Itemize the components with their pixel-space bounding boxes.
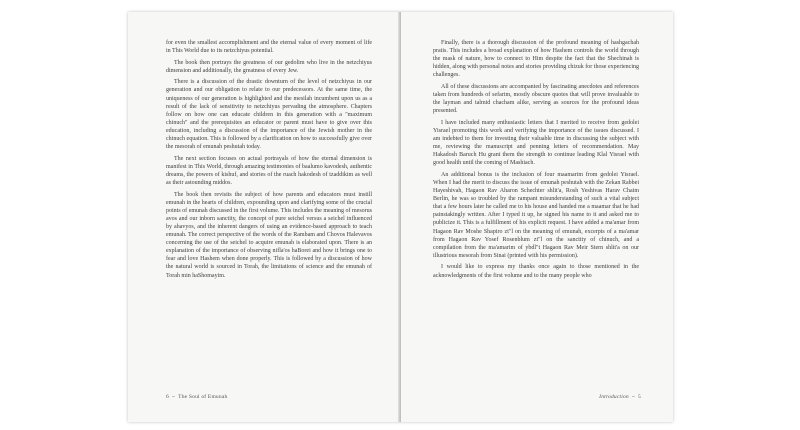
footer-separator: ~ [171,394,176,400]
left-page [128,12,400,422]
paragraph: I have included many enthusiastic letters that I merited to receive from gedolei Yisrael promoting this work and verifying the importance of the issues discussed. I am indebted to them for investing their valuable time in discussing the subject with me, reviewing the manuscript and penning letters of recommendation. May Hakadosh Baruch Hu grant them the strength to continue leading Klal Yisrael with good health until the coming of Mashiach. [433,119,639,167]
paragraph: I would like to express my thanks once again to those mentioned in the acknowledgments of the first volume and to the many people who [433,264,639,279]
page-number: 6 [166,394,169,400]
paragraph: The book then portrays the greatness of our gedolim who live in the netzchiyus dimension and additionally, the greatness of every Jew. [166,59,372,74]
left-page-text [166,39,372,283]
paragraph: for even the smallest accomplishment and the eternal value of every moment of life in This World due to its netzchiyus potential. [166,40,372,55]
footer-separator: ~ [631,394,636,400]
running-head: The Soul of Emunah [178,394,228,400]
paragraph: An additional bonus is the inclusion of four maamarim from gedolei Yisrael. When I had the merit to discuss the issue of emunah peshutah with the Zekan Rabbei Hayeshivah, Hagaon Rav Aharon Schechter shlit'a, Rosh Yeshivas Harav Chaim Berlin, he was so troubled by the rampant misunderstanding of such a vital subject that a few hours later he called me to his house and handed me a maamar that he had painstakingly written. After I typed it up, he signed his name to it and asked me to publicize it. This is a fulfillment of his explicit request. I have added a ma'amar from Hagaon Rav Moshe Shapiro zt"l on the meaning of emunah, excerpts of a ma'amar from Hagaon Rav Yosef Rosenblum zt"l on the sanctity of chinuch, and a compilation from the ma'amarim of ybdl"t Hagaon Rav Meir Stern shlit'a on our illustrious mesorah from Sinai (printed with his permission). [433,171,639,259]
paragraph: All of these discussions are accompanied by fascinating anecdotes and references taken from hundreds of sefarim, mostly obscure quotes that will prove invaluable to the layman and talmid chacham alike, serving as sources for the profound ideas presented. [433,83,639,115]
book-spread [128,12,673,422]
paragraph: There is a discussion of the drastic downturn of the level of netzchiyus in our generation and our obligation to relate to our predecessors. At the same time, the uniqueness of our generation is highlighted and the mesilah incumbent upon us as a result of the lack of sensitivity to netzchiyus pervading the atmosphere. Chapters follow on how one can educate children in this generation with a "maximum chinuch" and the prerequisites an educator or parent must have to give over this education, including a discussion of the importance of the Jewish mother in the chinuch equation. This is followed by a clarification on how to successfully give over the mesorah of emunah peshutah today. [166,79,372,151]
paragraph: The book then revisits the subject of how parents and educators must instill emunah in the hearts of children, expounding upon and clarifying some of the crucial points of emunah discussed in the first volume. This includes the meaning of mesorus avos and our inborn sanctity, the concept of pure seichel versus a seichel influenced by ahavyos, and the inherent dangers of using an evidence-based approach to teach emunah. The correct perspective of the words of the Rambam and Chovos Halevavos concerning the use of the seichel to acquire emunah is elaborated upon. There is an explanation of the importance of observing nifla'os haBorei and how it brings one to fear and love Hashem when done properly. This is followed by a discussion of how the natural world is sourced in Torah, the limitations of science and the emunah of Torah min haShomayim. [166,191,372,279]
paragraph: Finally, there is a thorough discussion of the profound meaning of hashgachah pratis. This includes a broad explanation of how Hashem controls the world through the mask of nature, how to connect to Him despite the fact that the Shechinah is hidden, along with personal notes and stories providing chizuk for those experiencing challenges. [433,40,639,79]
right-page [401,12,673,422]
right-page-text [433,39,639,283]
page-number: 5 [638,394,641,400]
running-head: Introduction [599,394,629,400]
paragraph: The next section focuses on actual portrayals of how the eternal dimension is manifest in This World, through amazing testimonies of baalumo kavodesh, authentic dreams, the powers of kishuf, and stories of the ruach hakodesh of tzaddikim as well as their astounding middos. [166,155,372,186]
left-page-footer [166,394,227,400]
right-page-footer [599,394,641,400]
